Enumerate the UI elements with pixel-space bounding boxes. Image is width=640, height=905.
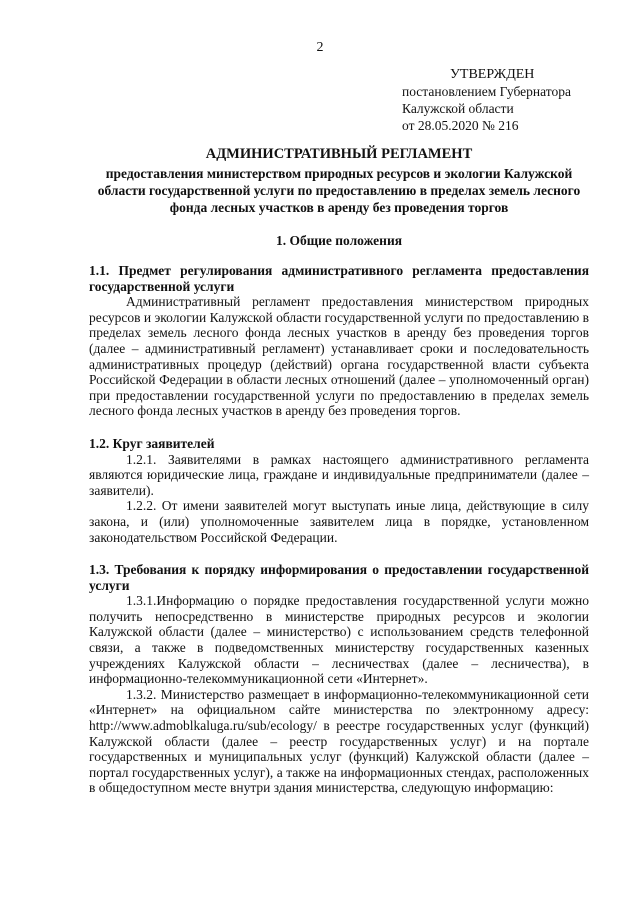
approval-block — [402, 66, 632, 134]
paragraph-1-3-1: 1.3.1.Информацию о порядке предоставления государственной услуги можно получить непосредственно в министерстве природных ресурсов и экологии Калужской области (далее – министерство) с использованием средств телефонной связи, а также в подведомственных министерству государственных казенных учреждениях Калужской области – лесничествах (далее – лесничества), в информационно-телекоммуникационной сети «Интернет». — [89, 593, 589, 687]
paragraph-1-3-2: 1.3.2. Министерство размещает в информационно-телекоммуникационной сети «Интернет» на официальном сайте министерства по электронному адресу: http://www.admoblkaluga.ru/sub/ecology/ в реестре государственных услуг (функций) Калужской области (далее – реестр государственных услуг) и на портале государственных и муниципальных услуг (функций) Калужской области (далее – портал государственных услуг), а также на информационных стендах, расположенных в общедоступном месте внутри здания министерства, следующую информацию: — [89, 686, 589, 796]
subsection-1-1-heading: 1.1. Предмет регулирования административного регламента предоставления государственной услуги — [89, 263, 589, 294]
document-subtitle: предоставления министерством природных ресурсов и экологии Калужской области государственной услуги по предоставлению в пределах земель лесного фонда лесных участков в аренду без проведения торгов — [97, 166, 581, 215]
subsection-1-1-text: Административный регламент предоставления министерством природных ресурсов и экологии Калужской области государственной услуги по предоставлению в пределах земель лесного фонда лесных участков в аренду без проведения торгов (далее – административный регламент) устанавливает сроки и последовательность административных процедур (действий) органа государственной власти субъекта Российской Федерации в области лесных отношений (далее – уполномоченный орган) при предоставлении государственной услуги по предоставлению в пределах земель лесного фонда лесных участков в аренду без проведения торгов. — [89, 294, 589, 419]
approval-line-3: от 28.05.2020 № 216 — [402, 118, 519, 133]
approval-line-2: Калужской области — [402, 101, 514, 116]
approval-heading: УТВЕРЖДЕН — [450, 67, 535, 82]
document-title: АДМИНИСТРАТИВНЫЙ РЕГЛАМЕНТ — [205, 146, 473, 162]
subsection-1-3-heading: 1.3. Требования к порядку информирования о предоставлении государственной услуги — [89, 562, 589, 593]
page-number: 2 — [316, 40, 324, 55]
document-body — [89, 146, 589, 796]
approval-line-1: постановлением Губернатора — [402, 84, 571, 99]
paragraph-1-2-1: 1.2.1. Заявителями в рамках настоящего административного регламента являются юридические лица, граждане и индивидуальные предприниматели (далее – заявители). — [89, 451, 589, 498]
subsection-1-2-heading: 1.2. Круг заявителей — [89, 435, 215, 451]
section-1-title: 1. Общие положения — [275, 233, 403, 248]
paragraph-1-2-2: 1.2.2. От имени заявителей могут выступать иные лица, действующие в силу закона, и (или) уполномоченные заявителем лица в порядке, установленном законодательством Российской Федерации. — [89, 498, 589, 545]
